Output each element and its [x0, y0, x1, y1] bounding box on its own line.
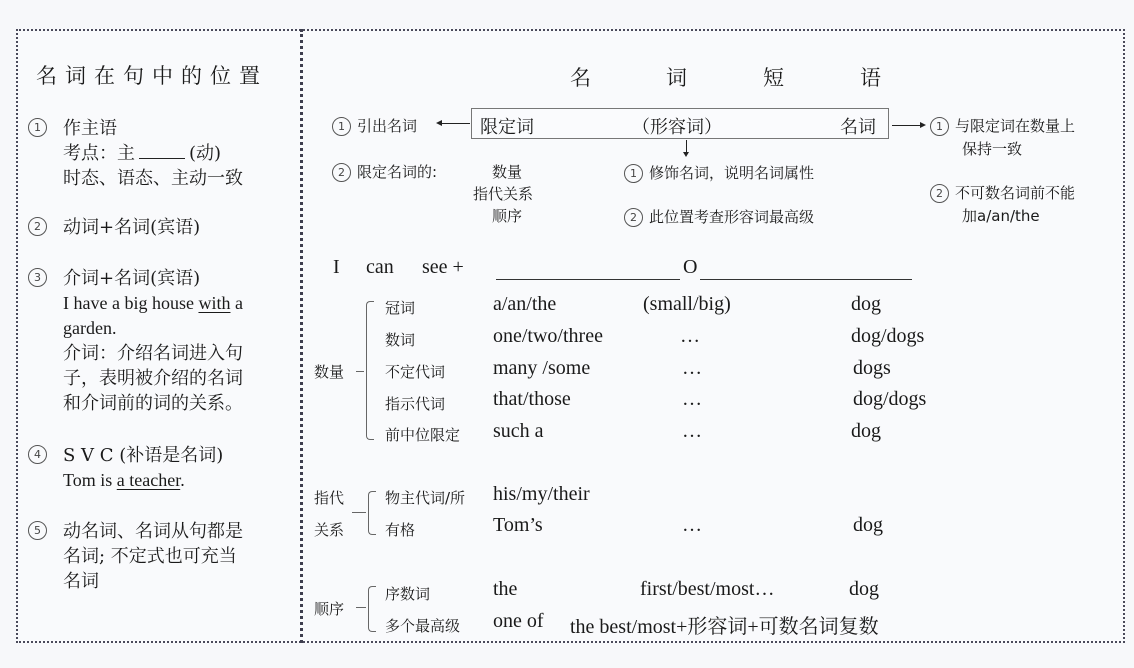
circled-number: 5 [28, 521, 47, 540]
circled-number: 1 [624, 164, 643, 183]
position-item-2 [28, 215, 288, 240]
noun-phrase-structure-box [471, 108, 889, 139]
adjective-note-2: 2 此位置考查形容词最高级 [624, 206, 814, 228]
row-adjective: (small/big) [643, 293, 731, 315]
item-line: 介词：介绍名词进入句 [63, 343, 243, 364]
row-determiner: Tom’s [493, 514, 543, 536]
circled-number: 3 [28, 268, 47, 287]
determiner-sub-3: 顺序 [492, 207, 523, 225]
example-sentence: I have a big house with a [63, 293, 243, 313]
example-sentence-cont: garden. [63, 318, 117, 338]
determiner-sub-2: 指代关系 [473, 185, 534, 203]
group-label-reference-2: 关系 [314, 521, 345, 539]
row-adjective: … [680, 325, 700, 347]
circled-number: 2 [332, 163, 351, 182]
row-noun: dog [851, 293, 881, 315]
noun-note-2-cont: 加a/an/the [962, 207, 1040, 225]
circled-number: 1 [930, 117, 949, 136]
title-char: 词 [666, 66, 687, 90]
sentence-word: I [333, 256, 340, 278]
noun-label: 名词 [840, 117, 876, 138]
row-type: 有格 [385, 521, 416, 539]
circled-number: 2 [624, 208, 643, 227]
row-type: 冠词 [385, 299, 416, 317]
arrow-right-icon [892, 125, 922, 126]
circled-number: 2 [930, 184, 949, 203]
brace-connector [356, 371, 364, 372]
circled-number: 1 [332, 117, 351, 136]
noun-note-1: 1 与限定词在数量上 [930, 115, 1075, 137]
row-determiner: such a [493, 420, 544, 442]
row-type: 多个最高级 [385, 617, 461, 635]
item-line: 名词 [63, 571, 99, 592]
row-determiner: that/those [493, 388, 571, 410]
circled-number: 4 [28, 445, 47, 464]
circled-number: 2 [28, 217, 47, 236]
row-noun: dog/dogs [851, 325, 925, 347]
row-type: 不定代词 [385, 363, 446, 381]
brace-connector [352, 512, 366, 513]
arrow-down-icon [686, 140, 687, 154]
row-type: 指示代词 [385, 395, 446, 413]
item-line: 和介词前的词的关系。 [63, 393, 243, 414]
row-determiner: a/an/the [493, 293, 557, 315]
title-char: 名 [570, 66, 591, 90]
title-char: 短 [763, 66, 784, 90]
row-type: 数词 [385, 331, 416, 349]
item-heading: 介词+名词(宾语) [63, 268, 201, 289]
row-noun: dog/dogs [853, 388, 927, 410]
position-item-5 [28, 519, 288, 594]
determiner-note-1: 1 引出名词 [332, 115, 417, 137]
row-noun: dog [853, 514, 883, 536]
row-determiner: one/two/three [493, 325, 603, 347]
group-label-quantity: 数量 [314, 363, 345, 381]
left-panel-title: 名词在句中的位置 [36, 64, 268, 88]
row-noun: dog [851, 420, 881, 442]
blank-line-right [700, 279, 912, 280]
row-adjective: … [682, 420, 702, 442]
row-type: 物主代词/所 [385, 489, 466, 507]
item-line: 考点：主 (动) [63, 143, 222, 164]
row-determiner: the [493, 578, 518, 600]
group-label-reference: 指代 [314, 489, 345, 507]
row-noun: dogs [853, 357, 891, 379]
blank-line-left [496, 279, 680, 280]
item-line: 动名词、名词从句都是 [63, 521, 243, 542]
row-type: 前中位限定 [385, 426, 461, 444]
circled-number: 1 [28, 118, 47, 137]
row-determiner: many /some [493, 357, 591, 379]
determiner-sub-1: 数量 [492, 163, 523, 181]
brace-connector [356, 607, 366, 608]
sentence-word: can [366, 256, 394, 278]
group-label-order: 顺序 [314, 600, 345, 618]
determiner-note-2: 2 限定名词的: [332, 161, 437, 183]
sentence-word: see + [422, 256, 464, 278]
row-determiner: his/my/their [493, 483, 590, 505]
adjective-label: （形容词） [632, 117, 722, 138]
noun-note-2: 2 不可数名词前不能 [930, 182, 1075, 204]
fill-blank [139, 141, 185, 159]
item-line: 名词; 不定式也可充当 [63, 546, 237, 567]
row-rest: the best/most+形容词+可数名词复数 [570, 616, 879, 638]
item-line: 子，表明被介绍的名词 [63, 368, 243, 389]
row-adjective: … [682, 357, 702, 379]
brace [368, 491, 376, 535]
noun-note-1-cont: 保持一致 [962, 140, 1023, 158]
row-noun: dog [849, 578, 879, 600]
position-item-4 [28, 443, 288, 493]
object-marker: O [683, 256, 698, 278]
row-type: 序数词 [385, 585, 431, 603]
row-adjective: … [682, 388, 702, 410]
position-item-1 [28, 116, 288, 191]
adjective-note-1: 1 修饰名词，说明名词属性 [624, 162, 814, 184]
position-item-3 [28, 266, 288, 416]
example-sentence: Tom is a teacher. [63, 470, 185, 490]
item-heading: 动词+名词(宾语) [63, 217, 201, 238]
row-determiner: one of [493, 610, 544, 632]
title-char: 语 [860, 66, 881, 90]
item-heading: 作主语 [63, 118, 117, 139]
panel-divider [300, 29, 303, 643]
item-heading: S V C (补语是名词) [63, 445, 224, 466]
brace [368, 586, 376, 632]
brace [366, 301, 374, 440]
item-line: 时态、语态、主动一致 [63, 168, 243, 189]
row-adjective: … [682, 514, 702, 536]
arrow-left-icon [440, 123, 470, 124]
determiner-label: 限定词 [480, 117, 534, 138]
row-adjective: first/best/most… [640, 578, 775, 600]
